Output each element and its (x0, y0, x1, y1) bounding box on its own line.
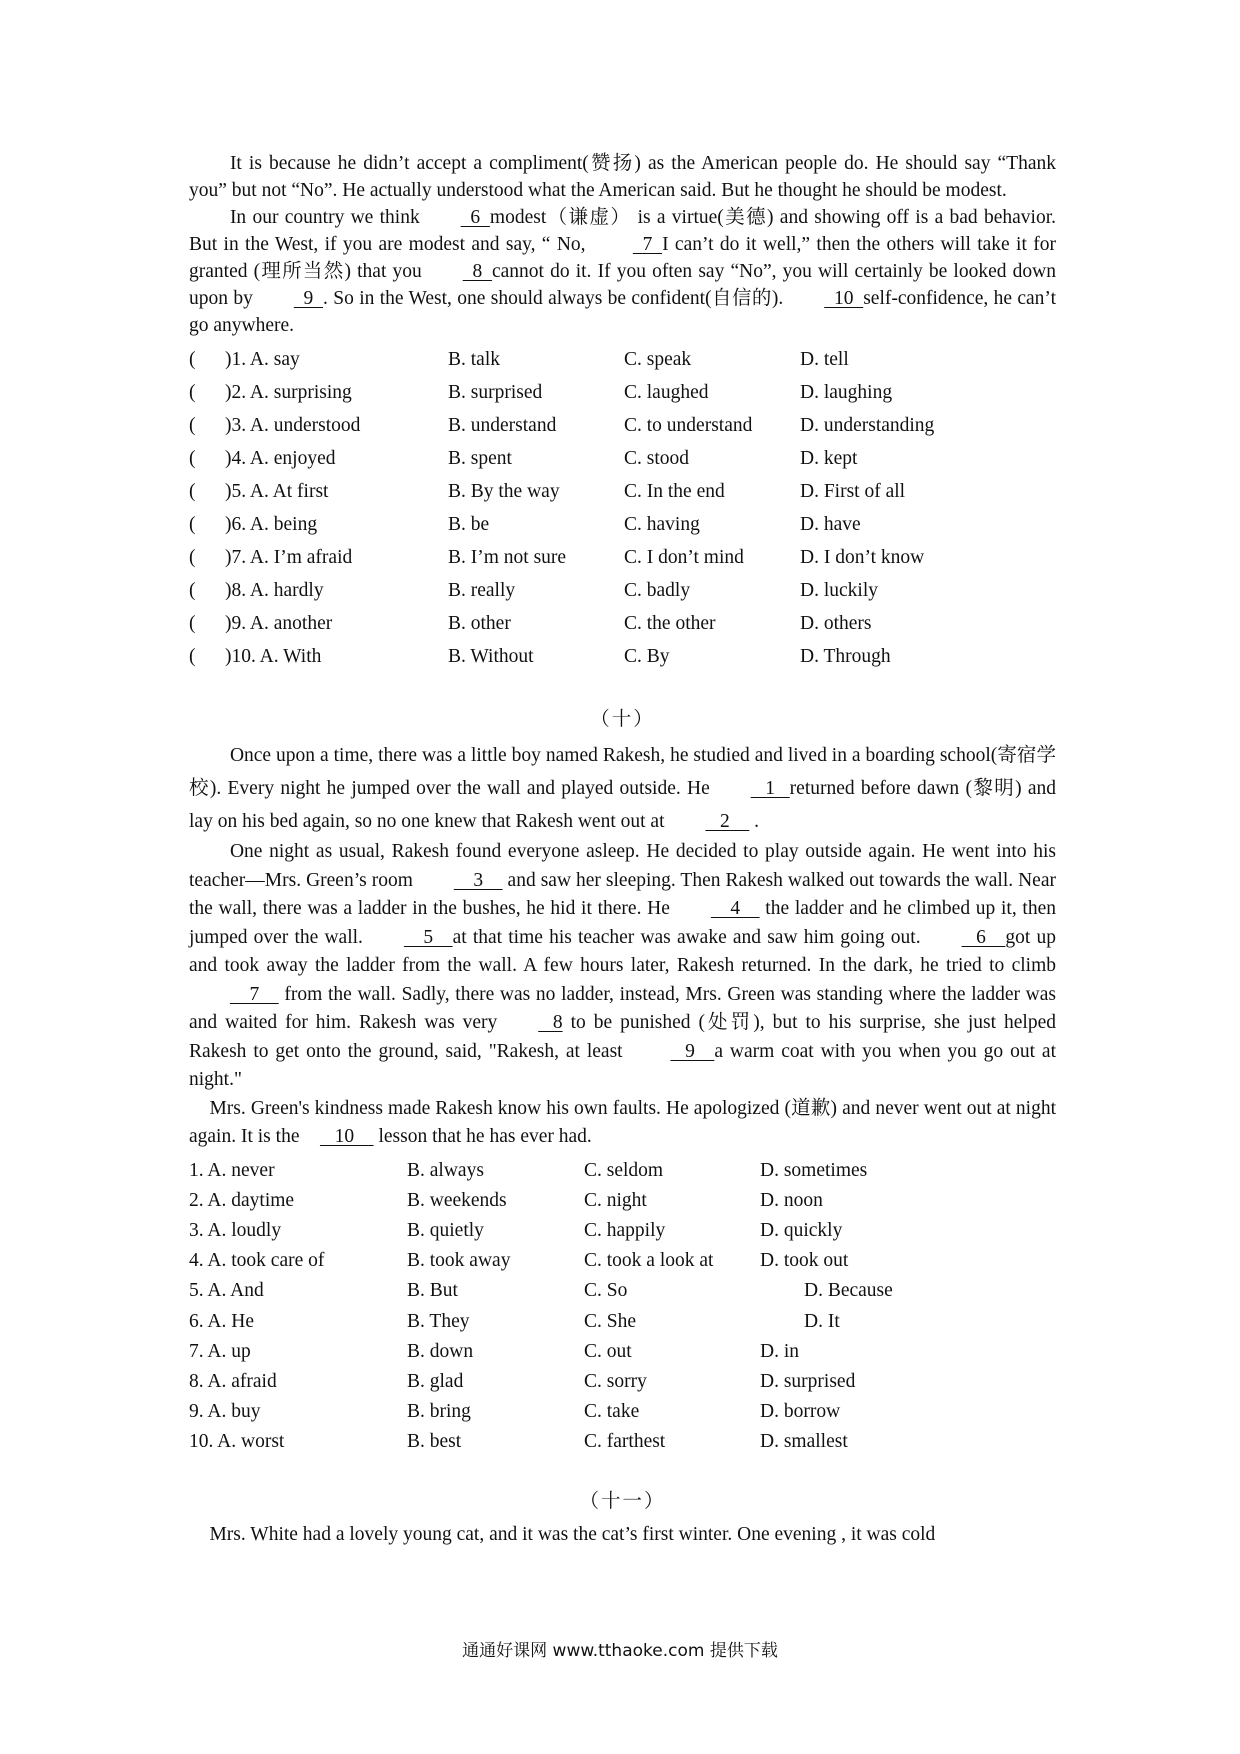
blank-1[interactable]: 1 (750, 778, 790, 799)
option-b: B. But (407, 1280, 458, 1302)
option-c: C. happily (584, 1219, 666, 1241)
question-row (189, 1216, 893, 1246)
passage11-title: （十一） (579, 1491, 666, 1513)
passage-text: from the wall. Sadly, there was no ladder, instead, Mrs. Green was standing where the ladder was and waited for him. Rakesh was very (189, 983, 1056, 1033)
option-a: 7. A. up (189, 1340, 251, 1362)
option-d: D. sometimes (760, 1159, 868, 1181)
option-a: )9. A. another (225, 612, 333, 634)
answer-paren[interactable]: ( (189, 579, 196, 601)
option-d: D. noon (760, 1189, 823, 1211)
option-c: C. In the end (624, 480, 725, 502)
option-c: C. having (624, 513, 700, 535)
option-c: C. seldom (584, 1159, 664, 1181)
option-a: 4. A. took care of (189, 1250, 325, 1272)
question-row (189, 343, 934, 376)
option-c: C. stood (624, 447, 690, 469)
option-c: C. laughed (624, 381, 709, 403)
option-b: B. quietly (407, 1219, 484, 1241)
option-a: )5. A. At first (225, 480, 329, 502)
passage-text: cannot do it. If you often say “No”, you will certainly be looked down upon by (189, 261, 1056, 309)
passage-text: the ladder and he climbed up it, then jumped over the wall. (189, 898, 1056, 948)
option-a: 5. A. And (189, 1280, 264, 1302)
question-row (189, 1246, 893, 1276)
option-b: B. surprised (448, 381, 543, 403)
passage-text: In our country we think (229, 207, 420, 228)
option-b: B. really (448, 579, 516, 601)
blank-8[interactable]: 8 (538, 1012, 563, 1033)
passage11-paragraph-1 (189, 1521, 1056, 1548)
question-row (189, 541, 934, 574)
passage-text: lesson that he has ever had. (373, 1126, 592, 1147)
worksheet-page (189, 150, 1056, 1548)
option-c: C. She (584, 1310, 637, 1332)
option-d: D. It (804, 1310, 840, 1332)
option-d: D. tell (800, 348, 849, 370)
question-row (189, 1186, 893, 1216)
passage10-paragraph-3 (189, 1095, 1056, 1152)
option-d: D. surprised (760, 1370, 856, 1392)
option-c: C. I don’t mind (624, 546, 744, 568)
option-d: D. others (800, 612, 872, 634)
option-a: )4. A. enjoyed (225, 447, 336, 469)
passage-text: got up and took away the ladder from the wall. A few hours later, Rakesh returned. In the dark, he tried to climb (189, 926, 1056, 976)
answer-paren[interactable]: ( (189, 546, 196, 568)
passage9-paragraph-2 (189, 204, 1056, 339)
option-b: B. always (407, 1159, 484, 1181)
option-c: C. took a look at (584, 1250, 714, 1272)
option-b: B. Without (448, 645, 534, 667)
option-a: 1. A. never (189, 1159, 275, 1181)
passage-text: returned before dawn (黎明) and lay on his bed again, so no one knew that Rakesh went out at (189, 778, 1056, 832)
option-b: B. took away (407, 1250, 511, 1272)
option-c: C. out (584, 1340, 632, 1362)
option-b: B. talk (448, 348, 500, 370)
option-d: D. took out (760, 1250, 849, 1272)
option-d: D. laughing (800, 381, 893, 403)
answer-paren[interactable]: ( (189, 381, 196, 403)
question-row (189, 1427, 893, 1457)
option-d: D. understanding (800, 414, 935, 436)
passage-text: One night as usual, Rakesh found everyone asleep. He decided to play outside again. He went into his teacher—Mrs. Green’s room (189, 841, 1056, 891)
blank-2[interactable]: 2 (705, 811, 750, 832)
question-row (189, 574, 934, 607)
option-b: B. understand (448, 414, 557, 436)
option-d: D. borrow (760, 1401, 841, 1423)
passage10-title: （十） (590, 709, 655, 730)
question-row (189, 640, 934, 673)
question-row (189, 475, 934, 508)
option-a: 2. A. daytime (189, 1189, 295, 1211)
option-c: C. the other (624, 612, 716, 634)
option-a: 9. A. buy (189, 1401, 261, 1423)
passage10-paragraph-2 (189, 838, 1056, 1095)
passage10-paragraph-1 (189, 739, 1056, 838)
blank-5[interactable]: 5 (403, 926, 453, 948)
passage-text: to be punished (处罚), but to his surprise, she just helped Rakesh to get onto the ground, said, "Rakesh, at least (189, 1012, 1056, 1062)
option-b: B. weekends (407, 1189, 507, 1211)
option-d: D. smallest (760, 1431, 848, 1453)
option-c: C. By (624, 645, 670, 667)
option-b: B. By the way (448, 480, 560, 502)
option-b: B. bring (407, 1401, 471, 1423)
option-a: 10. A. worst (189, 1431, 285, 1453)
option-d: D. First of all (800, 480, 906, 502)
question-row (189, 1306, 893, 1336)
passage9-paragraph-1 (189, 150, 1056, 204)
option-b: B. They (407, 1310, 470, 1332)
passage-text: Once upon a time, there was a little boy named Rakesh, he studied and lived in a boarding school(寄宿学校). Every night he jumped over the wall and played outside. He (189, 745, 1056, 799)
option-c: C. speak (624, 348, 692, 370)
question-row (189, 376, 934, 409)
question-row (189, 442, 934, 475)
option-b: B. I’m not sure (448, 546, 567, 568)
passage-text: self-confidence, he can’t go anywhere. (189, 288, 1056, 336)
passage-text: . So in the West, one should always be confident(自信的). (323, 288, 784, 309)
answer-paren[interactable]: ( (189, 645, 196, 667)
option-c: C. farthest (584, 1431, 666, 1453)
passage9-question-list (189, 343, 934, 673)
option-b: B. down (407, 1340, 474, 1362)
answer-paren[interactable]: ( (189, 513, 196, 535)
option-d: D. in (760, 1340, 799, 1362)
option-a: )1. A. say (225, 348, 300, 370)
answer-paren[interactable]: ( (189, 612, 196, 634)
question-row (189, 1276, 893, 1306)
question-row (189, 1156, 893, 1186)
passage-text: I can’t do it well,” then the others will take it for granted (理所当然) that you (189, 234, 1056, 282)
option-c: C. take (584, 1401, 640, 1423)
question-row (189, 508, 934, 541)
blank-7[interactable]: 7 (229, 983, 279, 1005)
blank-8[interactable]: 8 (462, 261, 492, 282)
option-c: C. night (584, 1189, 647, 1211)
blank-6[interactable]: 6 (460, 207, 490, 228)
option-a: )8. A. hardly (225, 579, 324, 601)
option-d: D. kept (800, 447, 858, 469)
option-c: C. So (584, 1280, 628, 1302)
passage-text: Mrs. Green's kindness made Rakesh know his own faults. He apologized (道歉) and never went out at night again. It is the (189, 1097, 1056, 1147)
option-b: B. best (407, 1431, 462, 1453)
option-a: 6. A. He (189, 1310, 254, 1332)
option-c: C. badly (624, 579, 691, 601)
option-b: B. be (448, 513, 490, 535)
passage-text: and saw her sleeping. Then Rakesh walked out towards the wall. Near the wall, there was a ladder in the bushes, he hid it there. He (189, 869, 1056, 919)
question-row (189, 1367, 893, 1397)
option-a: )3. A. understood (225, 414, 361, 436)
option-a: 3. A. loudly (189, 1219, 282, 1241)
blank-3[interactable]: 3 (453, 869, 503, 891)
answer-paren[interactable]: ( (189, 480, 196, 502)
answer-paren[interactable]: ( (189, 447, 196, 469)
option-a: )10. A. With (225, 645, 322, 667)
option-d: D. I don’t know (800, 546, 925, 568)
option-d: D. Through (800, 645, 891, 667)
option-a: )2. A. surprising (225, 381, 352, 403)
answer-paren[interactable]: ( (189, 348, 196, 370)
question-row (189, 1397, 893, 1427)
answer-paren[interactable]: ( (189, 414, 196, 436)
option-a: )6. A. being (225, 513, 318, 535)
option-c: C. to understand (624, 414, 753, 436)
blank-9[interactable]: 9 (670, 1040, 715, 1062)
option-b: B. glad (407, 1370, 464, 1392)
question-row (189, 607, 934, 640)
blank-10[interactable]: 10 (824, 288, 864, 309)
blank-10[interactable]: 10 (319, 1126, 374, 1147)
passage-text: at that time his teacher was awake and saw him going out. (452, 926, 921, 948)
option-d: D. quickly (760, 1219, 843, 1241)
option-d: D. luckily (800, 579, 878, 601)
passage-text: modest（谦虚） is a virtue(美德) and showing off is a bad behavior. But in the West, if you are modest and say, “ No, (189, 207, 1056, 255)
blank-9[interactable]: 9 (293, 288, 324, 309)
blank-6[interactable]: 6 (961, 926, 1006, 948)
passage-text: a warm coat with you when you go out at night." (189, 1040, 1056, 1090)
blank-7[interactable]: 7 (632, 234, 663, 255)
option-d: D. have (800, 513, 861, 535)
option-a: 8. A. afraid (189, 1370, 277, 1392)
option-d: D. Because (804, 1280, 893, 1302)
option-a: )7. A. I’m afraid (225, 546, 353, 568)
option-b: B. other (448, 612, 511, 634)
footer-source: 通通好课网 www.tthaoke.com 提供下载 (462, 1641, 778, 1661)
option-b: B. spent (448, 447, 512, 469)
passage-text: Mrs. White had a lovely young cat, and it was the cat’s first winter. One evening , it was cold (209, 1524, 936, 1546)
option-c: C. sorry (584, 1370, 647, 1392)
passage-text: It is because he didn’t accept a compliment(赞扬) as the American people do. He should say “Thank you” but not “No”. He actually understood what the American said. But he thought he should be modest. (189, 153, 1056, 201)
question-row (189, 1337, 893, 1367)
passage10-question-list (189, 1156, 893, 1458)
passage-text: . (749, 811, 760, 832)
blank-4[interactable]: 4 (710, 898, 760, 919)
question-row (189, 409, 934, 442)
